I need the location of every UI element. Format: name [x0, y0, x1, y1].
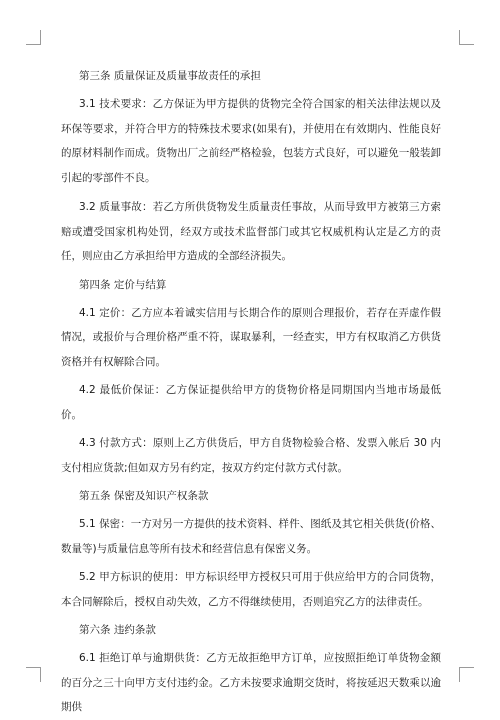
crop-mark-bottom-left: [26, 667, 41, 682]
clause-3-1: 3.1 技术要求：乙方保证为甲方提供的货物完全符合国家的相关法律法规以及环保等要求，并符合甲方的特殊技术要求(如果有)，并使用在有效期内、性能良好的原材料制作而成。货物出厂之前经严格检验，包装方式良好，可以避免一般装卸引起的零部件不良。: [61, 98, 441, 184]
document-body: [61, 64, 441, 720]
section-heading-5: 第五条 保密及知识产权条款: [79, 490, 209, 502]
clause-5-1: 5.1 保密：一方对另一方提供的技术资料、样件、图纸及其它相关供货(价格、数量等)与质量信息等所有技术和经营信息有保密义务。: [61, 518, 441, 555]
clause-4-2: 4.2 最低价保证：乙方保证提供给甲方的货物价格是同期国内当地市场最低价。: [61, 384, 441, 421]
section-heading-6: 第六条 违约条款: [79, 624, 156, 636]
section-heading-4: 第四条 定价与结算: [79, 278, 167, 291]
crop-mark-bottom-right: [459, 667, 474, 682]
clause-5-2: 5.2 甲方标识的使用：甲方标识经甲方授权只可用于供应给甲方的合同货物，本合同解除后，授权自动失效，乙方不得继续使用，否则追究乙方的法律责任。: [61, 571, 441, 608]
crop-mark-top-right: [459, 30, 474, 45]
section-heading-3: 第三条 质量保证及质量事故责任的承担: [79, 70, 261, 82]
clause-4-3: 4.3 付款方式：原则上乙方供货后，甲方自货物检验合格、发票入帐后 30 内支付相应货款;但如双方另有约定，按双方约定付款方式付款。: [61, 437, 441, 474]
clause-4-1: 4.1 定价：乙方应本着诚实信用与长期合作的原则合理报价，若存在弄虚作假情况，或报价与合理价格严重不符，谋取暴利，一经查实，甲方有权取消乙方供货资格并有权解除合同。: [61, 306, 441, 368]
crop-mark-top-left: [26, 30, 41, 45]
clause-6-1: 6.1 拒绝订单与逾期供货：乙方无故拒绝甲方订单，应按照拒绝订单货物金额的百分之三十向甲方支付违约金。乙方未按要求逾期交货时，将按延迟天数乘以逾期供: [61, 652, 441, 713]
clause-3-2: 3.2 质量事故：若乙方所供货物发生质量责任事故，从而导致甲方被第三方索赔或遭受国家机构处罚，经双方或技术监督部门或其它权威机构认定是乙方的责任，则应由乙方承担给甲方造成的全部经济损失。: [61, 201, 441, 262]
